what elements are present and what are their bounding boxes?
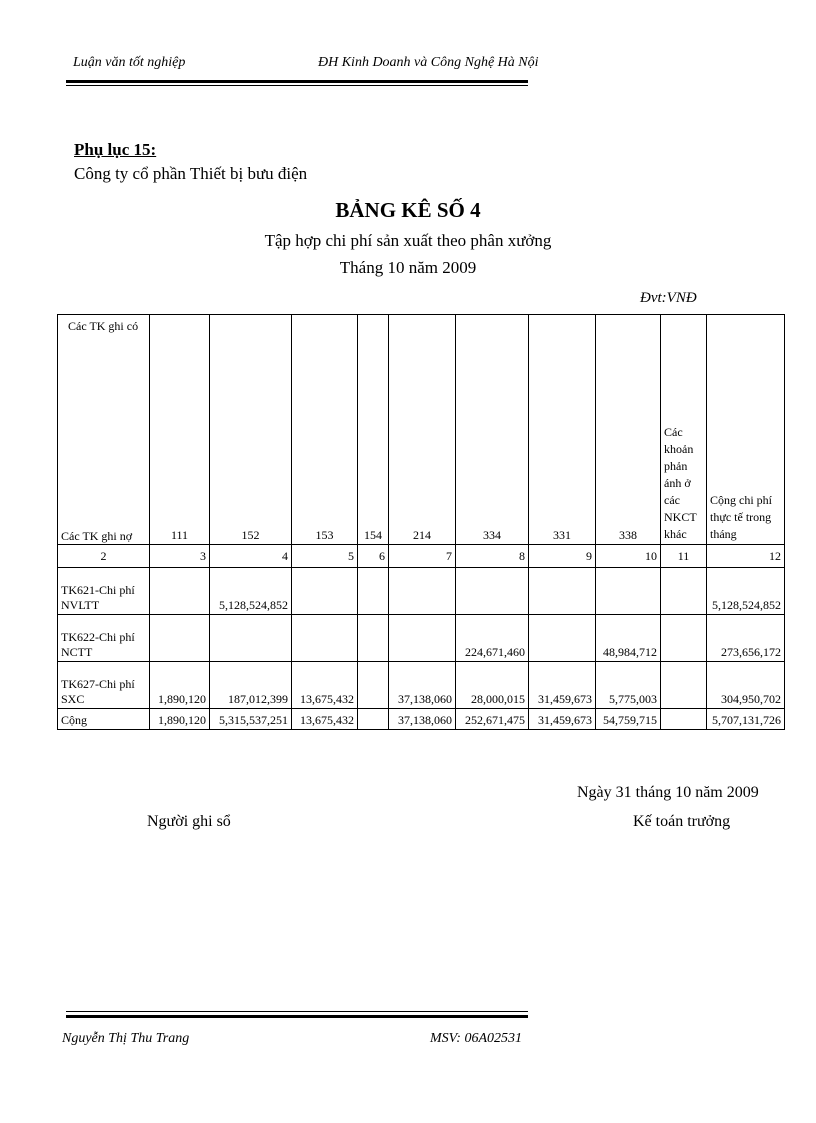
index-cell: 10 (596, 545, 661, 568)
index-row (58, 545, 785, 568)
table-cell (358, 662, 389, 709)
col-header: Cộng chi phí thực tế trong tháng (707, 315, 785, 545)
table-cell (661, 662, 707, 709)
index-cell: 11 (661, 545, 707, 568)
report-title: BẢNG KÊ SỐ 4 (335, 198, 481, 222)
col-header: Các khoản phản ánh ở các NKCT khác (661, 315, 707, 545)
table-cell: 5,128,524,852 (707, 568, 785, 615)
table-cell: 1,890,120 (150, 662, 210, 709)
signer-right: Kế toán trưởng (633, 813, 731, 830)
table-cell (358, 568, 389, 615)
row-label: TK627-Chi phí SXC (58, 662, 150, 709)
table-cell: 13,675,432 (292, 662, 358, 709)
table-cell (292, 615, 358, 662)
corner-cell (58, 315, 150, 545)
table-row (58, 615, 785, 662)
report-subtitle: Tập hợp chi phí sản xuất theo phân xưởng (264, 231, 552, 250)
table-header-row (58, 315, 785, 545)
total-cell: 5,315,537,251 (210, 709, 292, 730)
table-row (58, 568, 785, 615)
col-header: 152 (210, 315, 292, 545)
table-cell (389, 615, 456, 662)
col-header: 111 (150, 315, 210, 545)
table-cell (661, 568, 707, 615)
total-cell: 31,459,673 (529, 709, 596, 730)
header-left: Luận văn tốt nghiệp (73, 55, 186, 70)
total-cell: 54,759,715 (596, 709, 661, 730)
index-cell: 8 (456, 545, 529, 568)
total-cell: 252,671,475 (456, 709, 529, 730)
table-cell: 5,775,003 (596, 662, 661, 709)
table-cell: 5,128,524,852 (210, 568, 292, 615)
header-rule-thin (66, 85, 528, 86)
table-cell (150, 615, 210, 662)
index-cell: 6 (358, 545, 389, 568)
table-cell: 48,984,712 (596, 615, 661, 662)
total-cell: 37,138,060 (389, 709, 456, 730)
table-cell: 187,012,399 (210, 662, 292, 709)
total-cell (358, 709, 389, 730)
table-cell: 273,656,172 (707, 615, 785, 662)
index-cell: 5 (292, 545, 358, 568)
total-cell: 13,675,432 (292, 709, 358, 730)
index-cell: 2 (58, 545, 150, 568)
corner-debit-label: Các TK ghi nợ (61, 529, 133, 543)
total-cell: 5,707,131,726 (707, 709, 785, 730)
table-cell (210, 615, 292, 662)
col-header: 154 (358, 315, 389, 545)
table-cell (389, 568, 456, 615)
index-cell: 12 (707, 545, 785, 568)
unit-label: Đvt:VNĐ (640, 290, 697, 306)
table-cell (596, 568, 661, 615)
corner-credit-label: Các TK ghi có (68, 319, 139, 333)
table-cell (150, 568, 210, 615)
footer-rule-thin (66, 1011, 528, 1012)
footer-right: MSV: 06A02531 (430, 1031, 523, 1046)
header-right: ĐH Kinh Doanh và Công Nghệ Hà Nội (318, 55, 539, 70)
col-header: 334 (456, 315, 529, 545)
row-label: TK622-Chi phí NCTT (58, 615, 150, 662)
header-rule (66, 80, 528, 83)
table-cell: 37,138,060 (389, 662, 456, 709)
summary-table (57, 314, 785, 730)
table-cell: 28,000,015 (456, 662, 529, 709)
col-header: 214 (389, 315, 456, 545)
date-line: Ngày 31 tháng 10 năm 2009 (577, 784, 759, 801)
total-label: Cộng (58, 709, 150, 730)
col-header: 331 (529, 315, 596, 545)
table-cell: 304,950,702 (707, 662, 785, 709)
table-cell (529, 568, 596, 615)
table-cell (358, 615, 389, 662)
table-cell (661, 615, 707, 662)
col-header: 338 (596, 315, 661, 545)
company-name: Công ty cổ phần Thiết bị bưu điện (74, 164, 308, 183)
index-cell: 7 (389, 545, 456, 568)
index-cell: 9 (529, 545, 596, 568)
index-cell: 3 (150, 545, 210, 568)
col-header: 153 (292, 315, 358, 545)
table-cell: 224,671,460 (456, 615, 529, 662)
footer-left: Nguyễn Thị Thu Trang (62, 1031, 190, 1046)
table-cell: 31,459,673 (529, 662, 596, 709)
total-row (58, 709, 785, 730)
table-cell (456, 568, 529, 615)
index-cell: 4 (210, 545, 292, 568)
report-period: Tháng 10 năm 2009 (339, 258, 477, 277)
total-cell (661, 709, 707, 730)
total-cell: 1,890,120 (150, 709, 210, 730)
table-row (58, 662, 785, 709)
table-cell (292, 568, 358, 615)
appendix-label: Phụ lục 15: (74, 140, 157, 159)
table-cell (529, 615, 596, 662)
footer-rule (66, 1015, 528, 1018)
row-label: TK621-Chi phí NVLTT (58, 568, 150, 615)
signer-left: Người ghi sổ (147, 813, 231, 830)
